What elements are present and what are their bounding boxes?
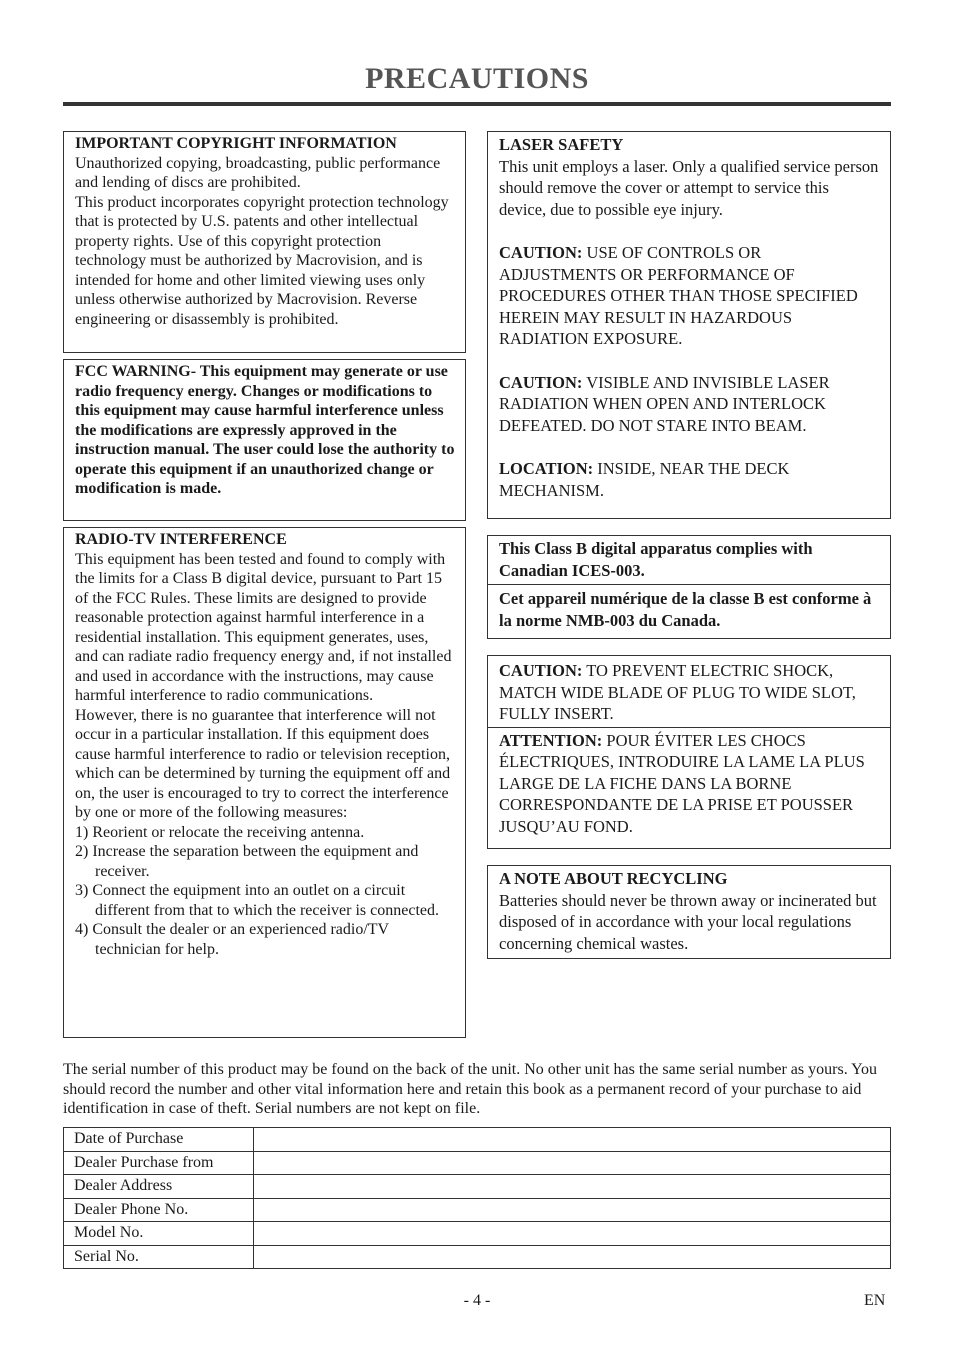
copyright-box bbox=[63, 131, 466, 353]
caution-text: TO PREVENT ELECTRIC SHOCK, MATCH WIDE BLADE OF PLUG TO WIDE SLOT, FULLY INSERT. bbox=[499, 661, 856, 723]
table-row bbox=[64, 1222, 891, 1246]
caution-label: CAUTION: bbox=[499, 661, 583, 680]
canada-english: This Class B digital apparatus complies with Canadian ICES-003. bbox=[499, 539, 813, 580]
fcc-warning-text: FCC WARNING- This equipment may generate or use radio frequency energy. Changes or modifications to this equipment may cause harmful interference unless the modifications are expressly approved in the instruction manual. The user could lose the authority to operate this equipment if an unauthorized change or modification is made. bbox=[75, 363, 455, 497]
table-row bbox=[64, 1128, 891, 1152]
laser-safety-box bbox=[487, 131, 891, 519]
record-label: Serial No. bbox=[64, 1245, 254, 1269]
record-value-field[interactable] bbox=[254, 1151, 891, 1175]
attention-text: POUR ÉVITER LES CHOCS ÉLECTRIQUES, INTRODUIRE LA LAME LA PLUS LARGE DE LA FICHE DANS LA BORNE CORRESPONDANTE DE LA PRISE ET POUSSER JUSQU’AU FOND. bbox=[499, 730, 865, 836]
fcc-warning-box bbox=[63, 359, 466, 521]
measure-item: 1) Reorient or relocate the receiving antenna. bbox=[75, 823, 365, 841]
record-value-field[interactable] bbox=[254, 1128, 891, 1152]
record-value-field[interactable] bbox=[254, 1245, 891, 1269]
record-label: Dealer Address bbox=[64, 1175, 254, 1199]
canada-french: Cet appareil numérique de la classe B est conforme à la norme NMB-003 du Canada. bbox=[499, 589, 872, 630]
laser-paragraph: This unit employs a laser. Only a qualified service person should remove the cover or attempt to service this device, due to possible eye injury. bbox=[499, 156, 879, 219]
laser-caution-1 bbox=[499, 242, 880, 350]
caution-label: CAUTION: bbox=[499, 243, 583, 262]
record-value-field[interactable] bbox=[254, 1198, 891, 1222]
measure-item: 4) Consult the dealer or an experienced radio/TV technician for help. bbox=[75, 921, 389, 958]
caution-text: VISIBLE AND INVISIBLE LASER RADIATION WHEN OPEN AND INTERLOCK DEFEATED. DO NOT STARE INTO BEAM. bbox=[499, 372, 830, 435]
table-row bbox=[64, 1151, 891, 1175]
plug-caution-box bbox=[487, 655, 891, 849]
record-label: Dealer Phone No. bbox=[64, 1198, 254, 1222]
record-value-field[interactable] bbox=[254, 1222, 891, 1246]
laser-caution-2 bbox=[499, 372, 880, 437]
title-rule bbox=[63, 102, 891, 106]
table-row bbox=[64, 1175, 891, 1199]
laser-heading: LASER SAFETY bbox=[499, 135, 624, 154]
language-code: EN bbox=[864, 1292, 886, 1309]
table-row bbox=[64, 1245, 891, 1269]
radio-tv-paragraph-1: This equipment has been tested and found to comply with the limits for a Class B digital device, pursuant to Part 15 of the FCC Rules. These limits are designed to provide reasonable protection against harmful interference in a residential installation. This equipment generates, uses, and can radiate radio frequency energy and, if not installed and used in accordance with the instructions, may cause harmful interference to radio communications. bbox=[75, 550, 452, 704]
copyright-heading: IMPORTANT COPYRIGHT INFORMATION bbox=[75, 135, 397, 152]
plug-attention bbox=[499, 730, 880, 838]
plug-caution bbox=[499, 660, 880, 725]
radio-tv-heading: RADIO-TV INTERFERENCE bbox=[75, 531, 287, 548]
location-label: LOCATION: bbox=[499, 459, 594, 478]
location-text: INSIDE, NEAR THE DECK MECHANISM. bbox=[499, 459, 790, 500]
canada-box bbox=[487, 535, 891, 639]
radio-tv-paragraph-2: However, there is no guarantee that interference will not occur in a particular installation. If this equipment does cause harmful interference to radio or television reception, which can be determined by turning the equipment off and on, the user is encouraged to try to correct the interference by one or more of the following measures: bbox=[75, 706, 451, 821]
copyright-paragraph-2: This product incorporates copyright protection technology that is protected by U.S. patents and other intellectual property rights. Use of this copyright protection technology must be authorized by Macrovision, and is intended for home and other limited viewing uses only unless otherwise authorized by Macrovision. Reverse engineering or disassembly is prohibited. bbox=[75, 193, 449, 328]
radio-tv-box bbox=[63, 527, 466, 1038]
caution-label: CAUTION: bbox=[499, 372, 583, 392]
recycling-heading: A NOTE ABOUT RECYCLING bbox=[499, 869, 728, 888]
record-label: Model No. bbox=[64, 1222, 254, 1246]
attention-label: ATTENTION: bbox=[499, 730, 603, 750]
table-row bbox=[64, 1198, 891, 1222]
record-value-field[interactable] bbox=[254, 1175, 891, 1199]
page-number: - 4 - bbox=[463, 1292, 491, 1309]
record-label: Dealer Purchase from bbox=[64, 1151, 254, 1175]
measure-item: 2) Increase the separation between the equipment and receiver. bbox=[75, 843, 419, 880]
serial-number-note: The serial number of this product may be found on the back of the unit. No other unit has the same serial number as yours. You should record the number and other vital information here and retain this book as a permanent record of your purchase to aid identification in case of theft. Serial numbers are not kept on file. bbox=[63, 1061, 878, 1117]
record-label: Date of Purchase bbox=[64, 1128, 254, 1152]
laser-location bbox=[499, 458, 880, 501]
caution-text: USE OF CONTROLS OR ADJUSTMENTS OR PERFORMANCE OF PROCEDURES OTHER THAN THOSE SPECIFIED HEREIN MAY RESULT IN HAZARDOUS RADIATION EXPOSURE. bbox=[499, 243, 858, 348]
purchase-record-table bbox=[63, 1127, 891, 1269]
page-title: PRECAUTIONS bbox=[365, 62, 589, 95]
measure-item: 3) Connect the equipment into an outlet on a circuit different from that to which the receiver is connected. bbox=[75, 882, 440, 919]
recycling-box bbox=[487, 865, 891, 959]
measures-list bbox=[75, 823, 455, 960]
copyright-paragraph-1: Unauthorized copying, broadcasting, public performance and lending of discs are prohibited. bbox=[75, 154, 441, 191]
recycling-text: Batteries should never be thrown away or incinerated but disposed of in accordance with your local regulations concerning chemical wastes. bbox=[499, 890, 877, 953]
